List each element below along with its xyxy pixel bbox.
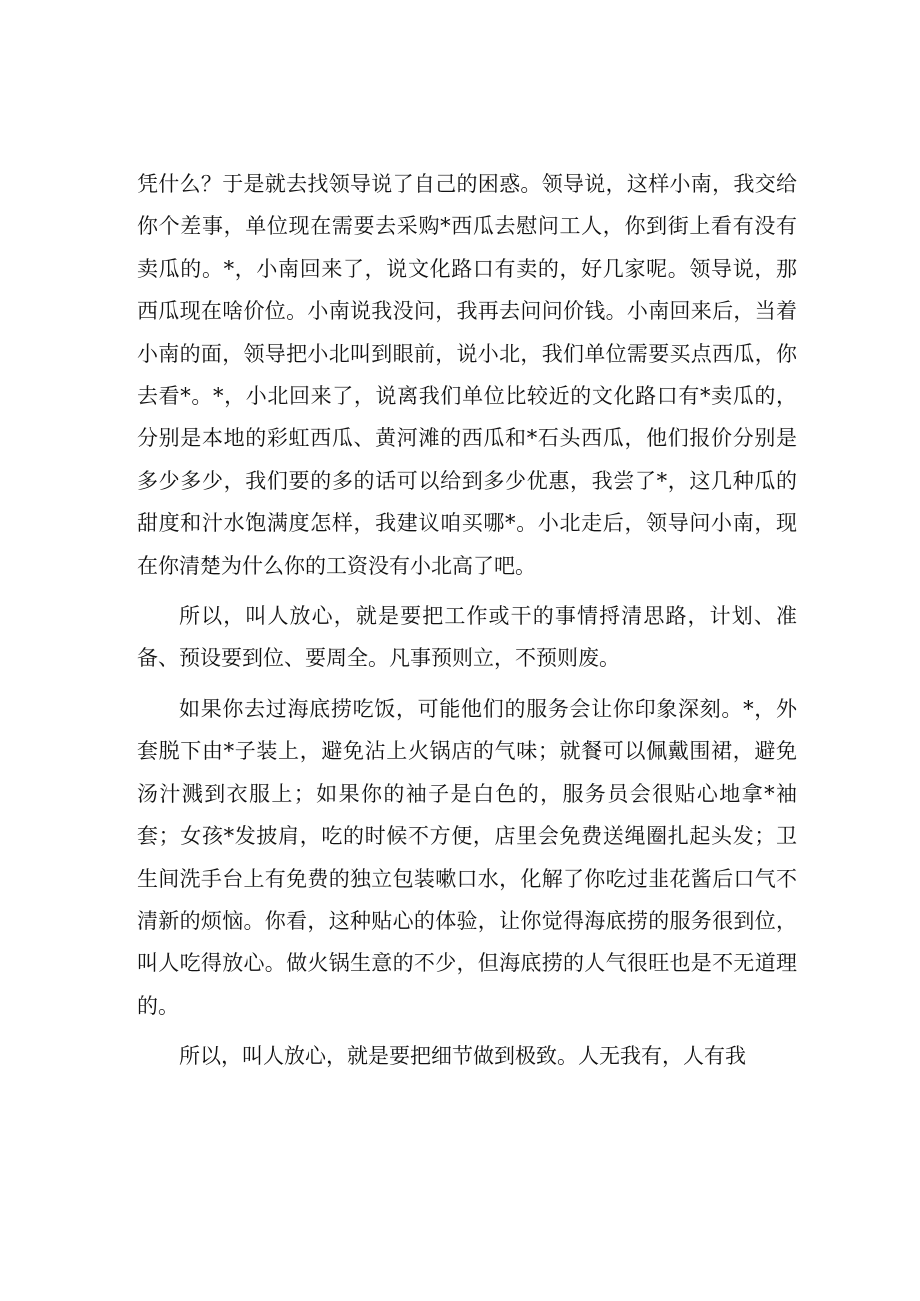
document-body	[137, 163, 797, 1078]
paragraph-2: 所以，叫人放心，就是要把工作或干的事情捋清思路，计划、准备、预设要到位、要周全。凡事预则立，不预则废。	[137, 604, 797, 671]
paragraph-1: 凭什么？于是就去找领导说了自己的困惑。领导说，这样小南，我交给你个差事，单位现在需要去采购*西瓜去慰问工人，你到街上看有没有卖瓜的。*，小南回来了，说文化路口有卖的，好几家呢。领导说，那西瓜现在啥价位。小南说我没问，我再去问问价钱。小南回来后，当着小南的面，领导把小北叫到眼前，说小北，我们单位需要买点西瓜，你去看*。*，小北回来了，说离我们单位比较近的文化路口有*卖瓜的，分别是本地的彩虹西瓜、黄河滩的西瓜和*石头西瓜，他们报价分别是多少多少，我们要的多的话可以给到多少优惠，我尝了*，这几种瓜的甜度和汁水饱满度怎样，我建议咱买哪*。小北走后，领导问小南，现在你清楚为什么你的工资没有小北高了吧。	[137, 172, 797, 578]
paragraph-3: 如果你去过海底捞吃饭，可能他们的服务会让你印象深刻。*，外套脱下由*子装上，避免沾上火锅店的气味；就餐可以佩戴围裙，避免汤汁溅到衣服上；如果你的袖子是白色的，服务员会很贴心地拿*袖套；女孩*发披肩，吃的时候不方便，店里会免费送绳圈扎起头发；卫生间洗手台上有免费的独立包装嗽口水，化解了你吃过韭花酱后口气不清新的烦恼。你看，这种贴心的体验，让你觉得海底捞的服务很到位，叫人吃得放心。做火锅生意的不少，但海底捞的人气很旺也是不无道理的。	[137, 696, 797, 1018]
paragraph-4: 所以，叫人放心，就是要把细节做到极致。人无我有，人有我	[179, 1044, 746, 1069]
